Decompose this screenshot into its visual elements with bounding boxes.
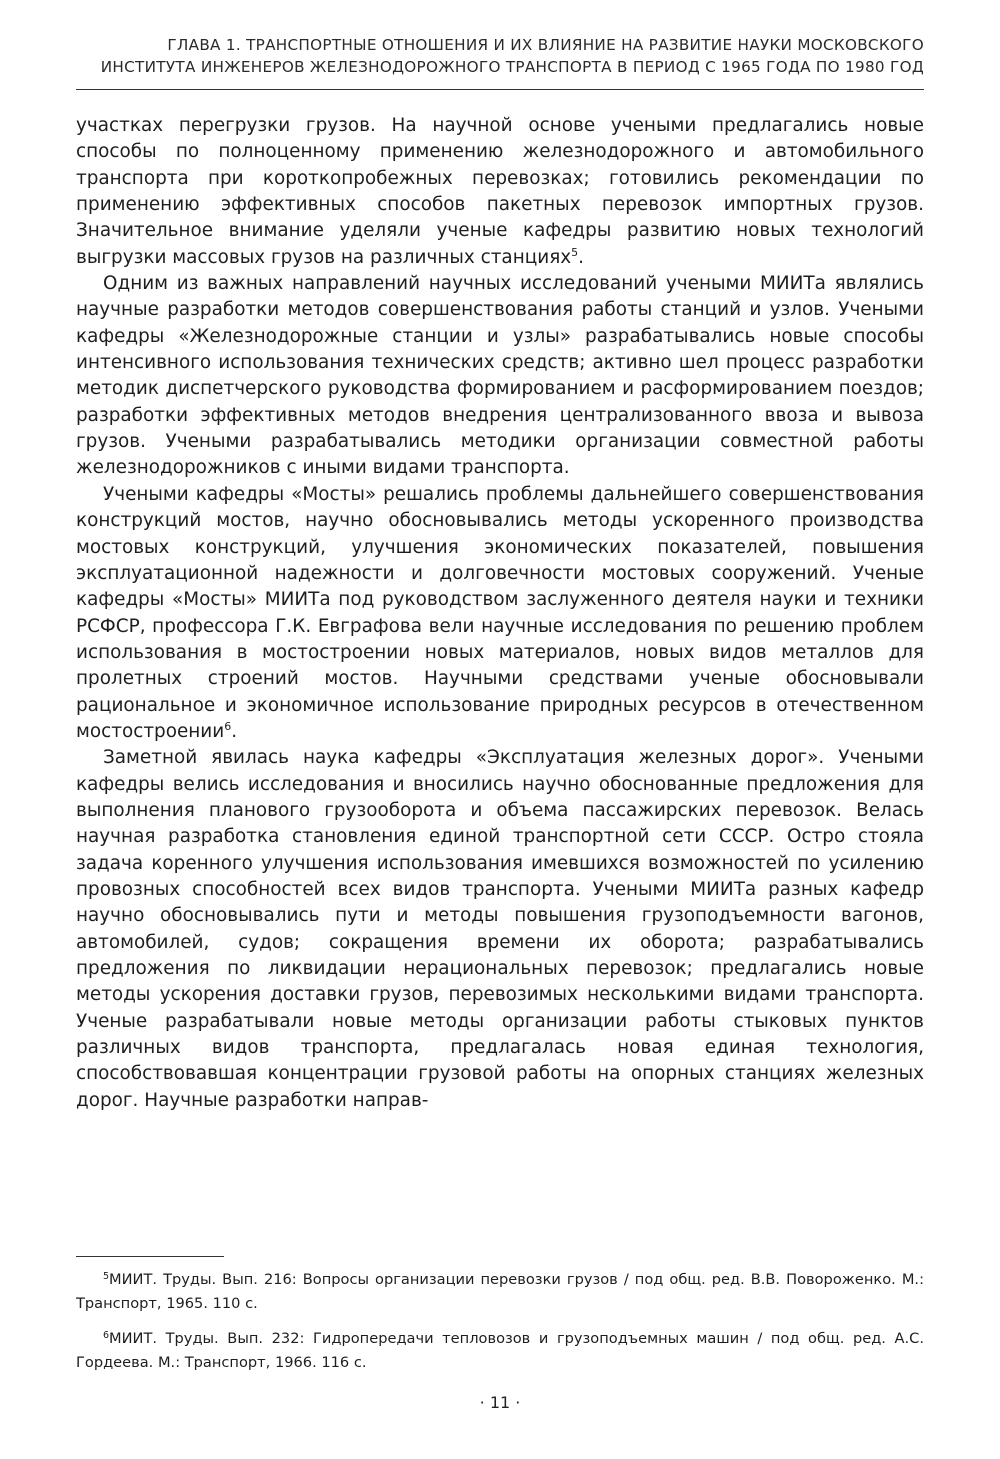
footnotes (76, 1268, 924, 1386)
page-number: · 11 · (479, 1393, 521, 1412)
footnote-mark-6: 6 (103, 1330, 110, 1341)
footnote-divider (76, 1256, 224, 1257)
footnote-5 (76, 1268, 924, 1316)
footnote-mark-5: 5 (103, 1271, 110, 1282)
header-divider (76, 89, 924, 90)
paragraph-1 (76, 113, 924, 271)
footnote-6-text: МИИТ. Труды. Вып. 232: Гидропередачи тепловозов и грузоподъемных машин / под общ. ред. А.С. Гордеева. М.: Транспорт, 1966. 116 с. (76, 1330, 924, 1371)
running-head-line-1: ГЛАВА 1. ТРАНСПОРТНЫЕ ОТНОШЕНИЯ И ИХ ВЛИЯНИЕ НА РАЗВИТИЕ НАУКИ МОСКОВСКОГО (167, 36, 924, 54)
footnote-5-text: МИИТ. Труды. Вып. 216: Вопросы организации перевозки грузов / под общ. ред. В.В. Повороженко. М.: Транспорт, 1965. 110 с. (76, 1271, 924, 1312)
paragraph-2: Одним из важных направлений научных исследований учеными МИИТа являлись научные разработки методов совершенствования работы станций и узлов. Учеными кафедры «Железнодорожные станции и узлы» разрабатывались новые способы интенсивного использования технических средств; активно шел процесс разработки методик диспетчерского руководства формированием и расформированием поездов; разработки эффективных методов внедрения централизованного ввоза и вывоза грузов. Учеными разрабатывались методики организации совместной работы железнодорожников с иными видами транспорта. (76, 273, 924, 479)
paragraph-1-text: участках перегрузки грузов. На научной основе учеными предлагались новые способы по полноценному применению железнодорожного и автомобильного транспорта при короткопробежных перевозках; готовились рекомендации по применению эффективных способов пакетных перевозок импортных грузов. Значительное внимание уделяли ученые кафедры развитию новых технологий выгрузки массовых грузов на различных станциях (76, 115, 924, 268)
footnote-6 (76, 1327, 924, 1375)
paragraph-4: Заметной явилась наука кафедры «Эксплуатация железных дорог». Учеными кафедры велись исследования и вносились научно обоснованные предложения для выполнения планового грузооборота и объема пассажирских перевозок. Велась научная разработка становления единой транспортной сети СССР. Остро стояла задача коренного улучшения использования имевшихся возможностей по усилению провозных способностей всех видов транспорта. Учеными МИИТа разных кафедр научно обосновывались пути и методы повышения грузоподъемности вагонов, автомобилей, судов; сокращения времени их оборота; разрабатывались предложения по ликвидации нерациональных перевозок; предлагались новые методы ускорения доставки грузов, перевозимых несколькими видами транспорта. Ученые разрабатывали новые методы организации работы стыковых пунктов различных видов транспорта, предлагалась новая единая технология, способствовавшая концентрации грузовой работы на опорных станциях железных дорог. Научные разработки направ- (76, 747, 924, 1111)
paragraph-3-end: . (231, 720, 238, 742)
running-head-line-2: ИНСТИТУТА ИНЖЕНЕРОВ ЖЕЛЕЗНОДОРОЖНОГО ТРАНСПОРТА В ПЕРИОД С 1965 ГОДА ПО 1980 ГОД (100, 58, 924, 76)
paragraph-3-text: Учеными кафедры «Мосты» решались проблемы дальнейшего совершенствования конструкций мостов, научно обосновывались методы ускоренного производства мостовых конструкций, улучшения экономических показателей, повышения эксплуатационной надежности и долговечности мостовых сооружений. Ученые кафедры «Мосты» МИИТа под руководством заслуженного деятеля науки и техники РСФСР, профессора Г.К. Евграфова вели научные исследования по решению проблем использования в мостостроении новых материалов, новых видов металлов для пролетных строений мостов. Научными средствами ученые обосновывали рациональное и экономичное использование природных ресурсов в отечественном мостостроении (76, 483, 924, 742)
footnote-ref-6[interactable]: 6 (224, 719, 232, 733)
paragraph-3 (76, 482, 924, 745)
running-head (76, 34, 924, 78)
main-text (76, 113, 924, 1114)
paragraph-1-end: . (578, 246, 585, 268)
footnote-ref-5[interactable]: 5 (571, 245, 579, 259)
